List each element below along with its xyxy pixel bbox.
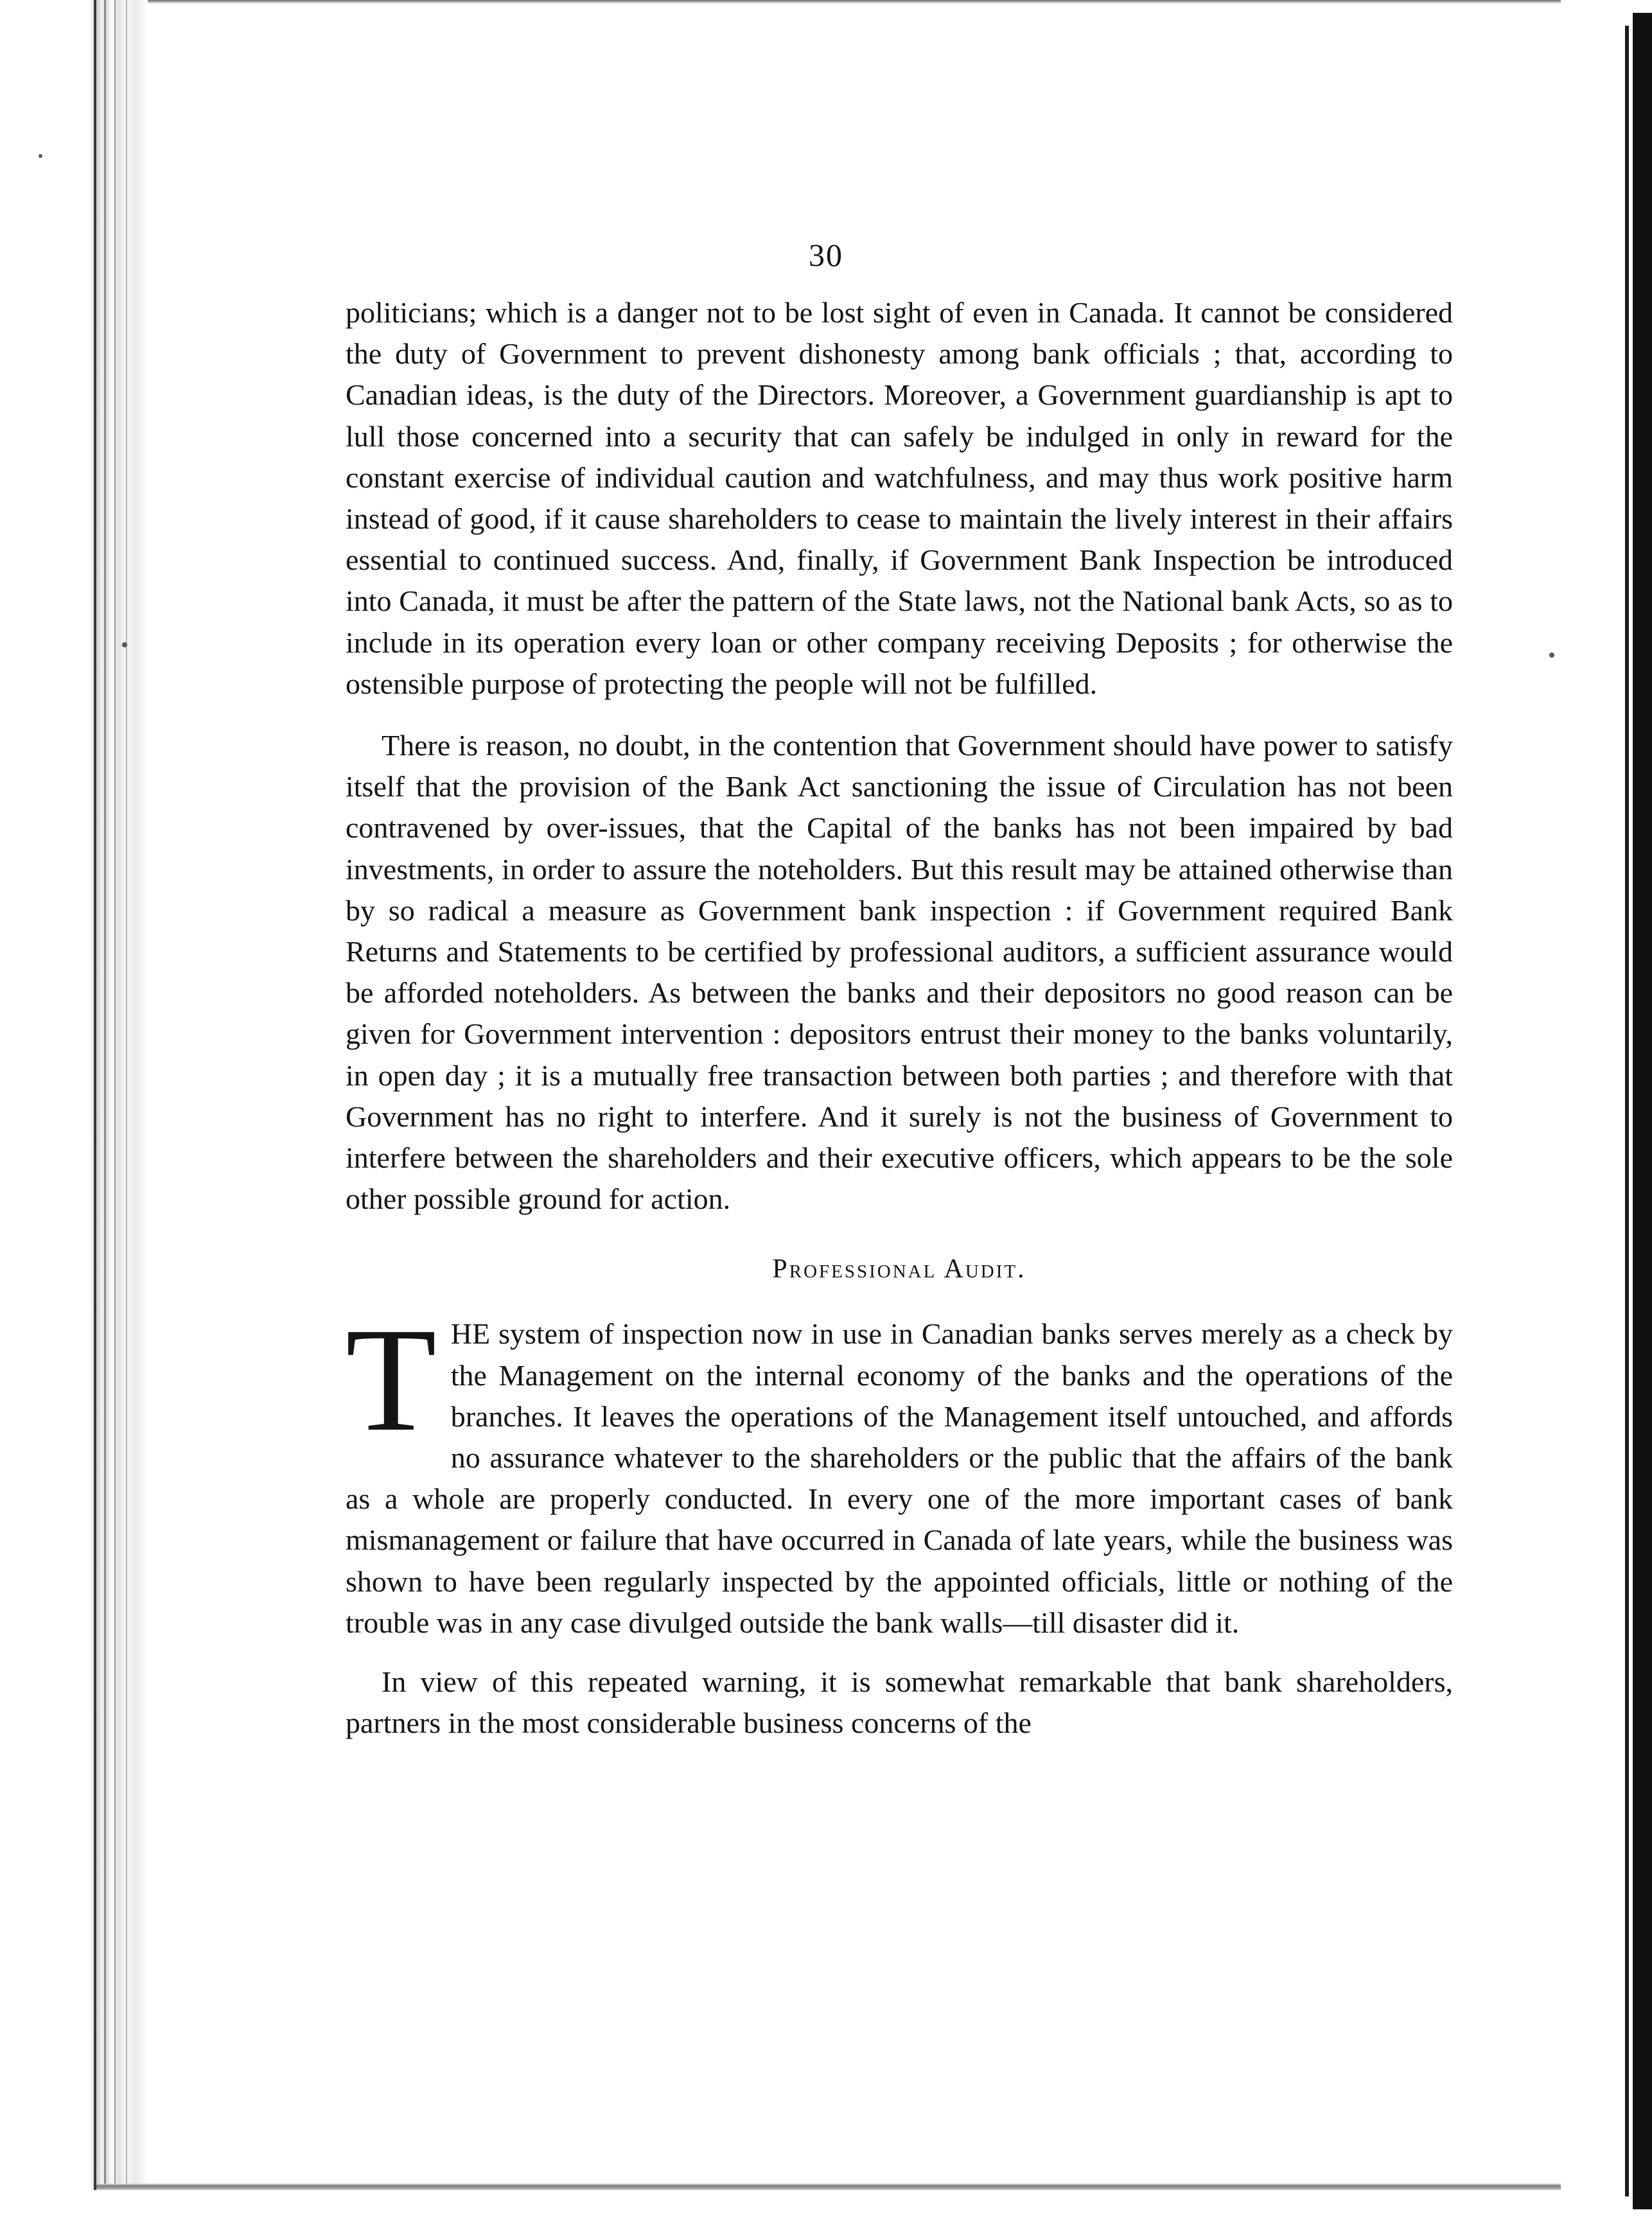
body-paragraph: In view of this repeated warning, it is somewhat remarkable that bank shareholders, partners in the most considerable business concerns of the xyxy=(346,1665,1453,1740)
binding-line xyxy=(126,0,127,2190)
scan-speck xyxy=(1549,653,1554,658)
binding-line xyxy=(114,0,116,2190)
body-paragraph: politicians; which is a danger not to be lost sight of even in Canada. It cannot be considered the duty of Government to prevent dishonesty among bank officials ; that, according to Canadian ideas, is the duty of the Directors. Moreover, a Government guardianship is apt to lull those concerned into a security that can safely be indulged in only in reward for the constant exercise of individual caution and watchfulness, and may thus work positive harm instead of good, if it cause shareholders to cease to maintain the lively interest in their affairs essential to continued success. And, finally, if Government Bank Inspection be introduced into Canada, it must be after the pattern of the State laws, not the National bank Acts, so as to include in its operation every loan or other company receiving Deposits ; for otherwise the ostensible purpose of protecting the people will not be fulfilled. xyxy=(346,296,1453,700)
page-right-edge-inner xyxy=(1625,26,1629,2196)
page-bottom-edge xyxy=(96,2184,1561,2190)
body-paragraph-dropcap: THE system of inspection now in use in Canadian banks serves merely as a check by the Management on the internal economy of the banks and the operations of the branches. It leaves the operations of the Management itself untouched, and affords no assurance whatever to the shareholders or the public that the affairs of the bank as a whole are properly conducted. In every one of the more important cases of bank mismanagement or failure that have occurred in Canada of late years, while the business was shown to have been regularly inspected by the appointed officials, little or nothing of the trouble was in any case divulged outside the bank walls—till disaster did it. xyxy=(346,1297,1453,1639)
page-top-edge xyxy=(96,0,1561,4)
page-body xyxy=(346,292,1453,1744)
page-number: 30 xyxy=(809,237,843,273)
section-heading: Professional Audit. xyxy=(772,1254,1026,1284)
binding-line xyxy=(104,0,106,2190)
scan-speck xyxy=(39,154,42,158)
body-paragraph: There is reason, no doubt, in the contention that Government should have power to satisfy itself that the provision of the Bank Act sanctioning the issue of Circulation has not been contravened by over-issues, that the Capital of the banks has not been impaired by bad investments, in order to assure the noteholders. But this result may be attained otherwise than by so radical a measure as Government bank inspection : if Government required Bank Returns and Statements to be certified by professional auditors, a sufficient assurance would be afforded noteholders. As between the banks and their depositors no good reason can be given for Government intervention : depositors entrust their money to the banks voluntarily, in open day ; it is a mutually free transaction between both parties ; and therefore with that Government has no right to interfere. And it surely is not the business of Government to interfere between the shareholders and their executive officers, which appears to be the sole other possible ground for action. xyxy=(346,729,1453,1216)
book-binding-edge xyxy=(90,0,148,2190)
page-right-edge xyxy=(1633,13,1652,2209)
binding-line xyxy=(94,0,96,2190)
scan-speck xyxy=(122,642,127,647)
